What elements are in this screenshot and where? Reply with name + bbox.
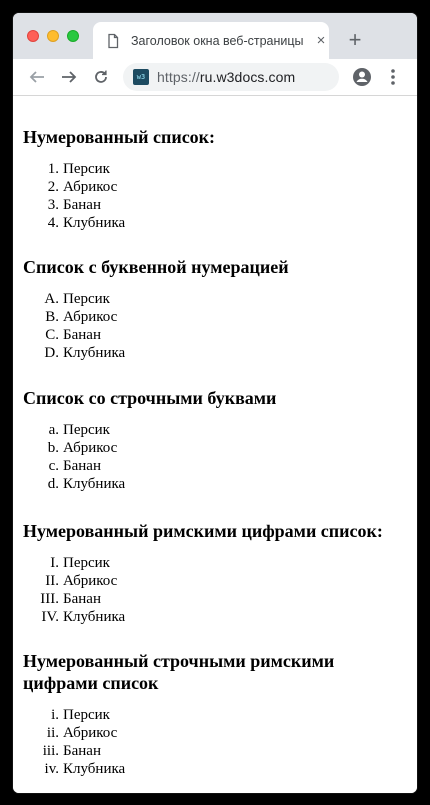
list-item xyxy=(23,554,413,572)
tab-close-button[interactable]: × xyxy=(316,32,326,49)
list-item xyxy=(23,178,413,196)
list-marker: iv. xyxy=(44,761,59,777)
list-item-text: Персик xyxy=(63,555,110,571)
window-controls xyxy=(27,30,79,42)
new-tab-button[interactable]: + xyxy=(348,27,362,52)
list-marker: C. xyxy=(45,327,59,343)
maximize-window-button[interactable] xyxy=(67,30,79,42)
list-item-text: Банан xyxy=(63,197,101,213)
list-item xyxy=(23,439,413,457)
ordered-list xyxy=(23,160,413,232)
document-icon xyxy=(105,33,121,49)
account-button[interactable] xyxy=(350,65,374,89)
list-item-text: Клубника xyxy=(63,609,126,625)
list-section-numbered xyxy=(23,126,413,231)
list-item-text: Абрикос xyxy=(63,179,118,195)
list-marker: III. xyxy=(40,591,59,607)
page-content xyxy=(13,96,417,793)
tab-title: Заголовок окна веб-страницы xyxy=(131,33,304,48)
section-heading: Нумерованный римскими цифрами список: xyxy=(23,521,383,541)
list-item xyxy=(23,196,413,214)
toolbar xyxy=(13,59,417,96)
list-item-text: Клубника xyxy=(63,476,126,492)
list-item-text: Персик xyxy=(63,707,110,723)
back-arrow-icon xyxy=(28,68,46,86)
browser-window xyxy=(13,13,417,793)
list-section-upper-roman xyxy=(23,520,413,625)
back-button[interactable] xyxy=(25,65,49,89)
menu-button[interactable] xyxy=(381,65,405,89)
url-host: ru.w3docs.com xyxy=(199,69,296,85)
list-marker: b. xyxy=(47,440,59,456)
list-item-text: Абрикос xyxy=(63,309,118,325)
list-marker: d. xyxy=(47,476,59,492)
list-item xyxy=(23,724,413,742)
list-marker: 3. xyxy=(47,197,59,213)
list-item-text: Абрикос xyxy=(63,440,118,456)
ordered-list xyxy=(23,290,413,362)
list-marker: i. xyxy=(51,707,59,723)
ordered-list xyxy=(23,421,413,493)
list-item xyxy=(23,706,413,724)
section-heading: Нумерованный строчными римскими цифрами список xyxy=(23,651,335,693)
list-marker: 2. xyxy=(47,179,59,195)
minimize-window-button[interactable] xyxy=(47,30,59,42)
list-section-lower-alpha xyxy=(23,387,413,492)
list-section-lower-roman xyxy=(23,650,413,777)
ordered-list xyxy=(23,706,413,778)
list-item xyxy=(23,475,413,493)
section-heading: Нумерованный список: xyxy=(23,127,216,147)
tab-active[interactable] xyxy=(93,22,329,59)
more-vertical-icon xyxy=(390,68,396,86)
list-item xyxy=(23,421,413,439)
list-item-text: Персик xyxy=(63,291,110,307)
list-item xyxy=(23,572,413,590)
list-item xyxy=(23,290,413,308)
list-item-text: Банан xyxy=(63,458,101,474)
list-item-text: Клубника xyxy=(63,345,126,361)
list-item-text: Абрикос xyxy=(63,573,118,589)
reload-icon xyxy=(92,68,110,86)
list-marker: a. xyxy=(48,422,59,438)
list-item-text: Персик xyxy=(63,161,110,177)
list-item-text: Клубника xyxy=(63,761,126,777)
account-icon xyxy=(352,67,372,87)
address-bar[interactable] xyxy=(123,63,339,91)
list-marker: B. xyxy=(45,309,59,325)
list-marker: ii. xyxy=(46,725,59,741)
ordered-list xyxy=(23,554,413,626)
reload-button[interactable] xyxy=(89,65,113,89)
list-item-text: Клубника xyxy=(63,215,126,231)
list-marker: I. xyxy=(50,555,59,571)
list-item-text: Персик xyxy=(63,422,110,438)
list-marker: 1. xyxy=(47,161,59,177)
list-marker: II. xyxy=(45,573,59,589)
url-scheme: https:// xyxy=(157,69,200,85)
forward-arrow-icon xyxy=(60,68,78,86)
url-text xyxy=(157,69,295,85)
list-marker: c. xyxy=(48,458,59,474)
close-window-button[interactable] xyxy=(27,30,39,42)
list-item-text: Банан xyxy=(63,327,101,343)
list-item-text: Банан xyxy=(63,591,101,607)
list-item xyxy=(23,344,413,362)
section-heading: Список с буквенной нумерацией xyxy=(23,257,289,277)
list-item xyxy=(23,308,413,326)
list-item xyxy=(23,457,413,475)
tab-strip xyxy=(13,13,417,59)
list-section-upper-alpha xyxy=(23,256,413,361)
list-marker: D. xyxy=(44,345,59,361)
list-item-text: Абрикос xyxy=(63,725,118,741)
list-item xyxy=(23,590,413,608)
list-item xyxy=(23,214,413,232)
list-item xyxy=(23,742,413,760)
list-marker: 4. xyxy=(47,215,59,231)
site-favicon: w3 xyxy=(133,69,149,85)
list-item-text: Банан xyxy=(63,743,101,759)
forward-button[interactable] xyxy=(57,65,81,89)
list-marker: A. xyxy=(44,291,59,307)
list-marker: iii. xyxy=(42,743,59,759)
section-heading: Список со строчными буквами xyxy=(23,388,277,408)
list-marker: IV. xyxy=(41,609,59,625)
list-item xyxy=(23,608,413,626)
list-item xyxy=(23,160,413,178)
list-item xyxy=(23,326,413,344)
list-item xyxy=(23,760,413,778)
